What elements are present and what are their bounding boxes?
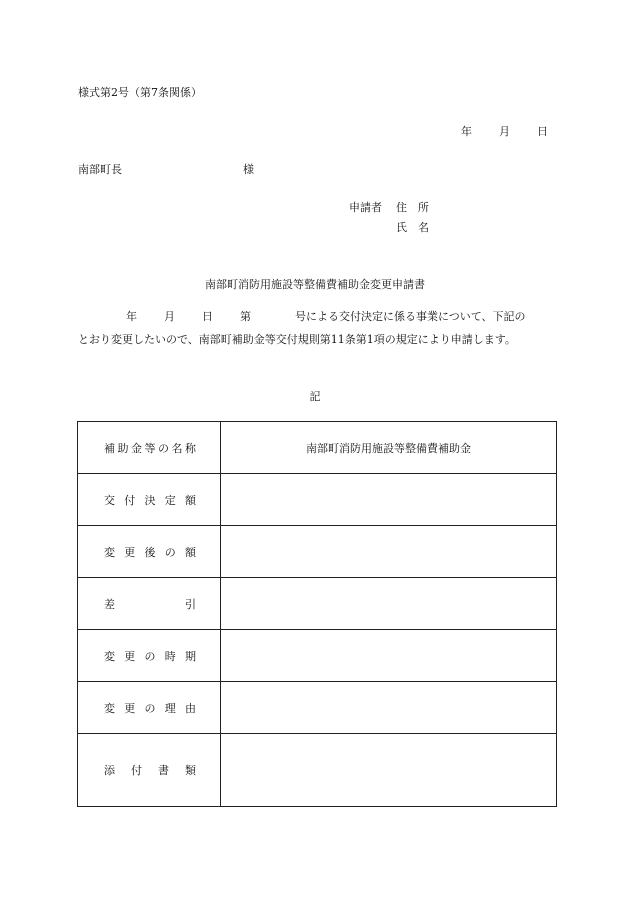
label-text <box>104 544 196 560</box>
table-row-value[interactable] <box>221 682 557 734</box>
date-day: 日 <box>537 125 548 138</box>
label-text <box>104 648 196 664</box>
applicant-address-label: 住 所 <box>396 201 429 214</box>
ki-heading: 記 <box>309 390 321 403</box>
label-char: 更 <box>124 545 136 559</box>
label-char: 定 <box>164 493 176 507</box>
table-row-value[interactable]: 南部町消防用施設等整備費補助金 <box>221 422 557 474</box>
label-text <box>104 596 196 612</box>
label-char: 名 <box>171 441 183 455</box>
label-char: 書 <box>158 764 169 777</box>
body-line-1 <box>78 308 526 324</box>
applicant-name-label: 氏 名 <box>396 221 429 234</box>
label-char: 変 <box>104 701 115 715</box>
label-char: 変 <box>104 649 115 663</box>
label-char: 額 <box>185 493 196 507</box>
table-row <box>78 734 557 807</box>
table-row-label <box>78 682 221 734</box>
label-char: 後 <box>144 545 156 559</box>
table-row <box>78 422 557 474</box>
table-row-label <box>78 734 221 807</box>
label-char: 期 <box>185 649 196 663</box>
table-row <box>78 474 557 526</box>
addressee-honorific: 様 <box>243 163 254 176</box>
table-row <box>78 526 557 578</box>
body-dai: 第 <box>240 310 251 323</box>
label-char: 決 <box>144 493 156 507</box>
table-row-label <box>78 526 221 578</box>
body-month: 月 <box>164 310 175 323</box>
label-char: の <box>164 545 176 559</box>
body-line-2: とおり変更したいので、南部町補助金等交付規則第11条第1項の規定により申請します。 <box>78 333 516 346</box>
table-row-value[interactable] <box>221 578 557 630</box>
date-year: 年 <box>461 125 472 138</box>
label-char: の <box>158 441 169 455</box>
label-text <box>104 700 196 716</box>
table-row-label <box>78 630 221 682</box>
body-year: 年 <box>126 310 137 323</box>
label-char: 引 <box>185 597 196 611</box>
table-row-value[interactable] <box>221 526 557 578</box>
label-char: 付 <box>124 493 136 507</box>
document-title: 南部町消防用施設等整備費補助金変更申請書 <box>205 278 425 291</box>
applicant-label: 申請者 <box>349 201 382 214</box>
label-char: 交 <box>104 493 115 507</box>
label-char: 類 <box>185 764 196 777</box>
label-text <box>104 440 196 456</box>
label-char: 差 <box>104 597 115 611</box>
label-text <box>104 762 196 778</box>
label-char: 助 <box>117 441 129 455</box>
table-row <box>78 630 557 682</box>
table-row-label <box>78 578 221 630</box>
label-char: 称 <box>185 441 196 455</box>
label-char: 由 <box>185 701 196 715</box>
table-row-value[interactable] <box>221 630 557 682</box>
table-row <box>78 578 557 630</box>
label-char: 額 <box>185 545 196 559</box>
table-row-label <box>78 474 221 526</box>
addressee-org: 南部町長 <box>78 163 122 176</box>
label-char: の <box>144 649 156 663</box>
label-char: 金 <box>131 441 142 455</box>
body-line-1-rest: 号による交付決定に係る事業について、下記の <box>295 310 526 323</box>
label-text <box>104 492 196 508</box>
label-char: 添 <box>104 764 115 777</box>
label-char: 理 <box>164 701 176 715</box>
table-row-label <box>78 422 221 474</box>
label-char: の <box>144 701 156 715</box>
date-month: 月 <box>499 125 510 138</box>
form-number: 様式第2号（第7条関係） <box>78 86 202 99</box>
label-char: 付 <box>131 764 142 777</box>
date-line <box>461 123 548 139</box>
table-row-value[interactable] <box>221 474 557 526</box>
table-row-value[interactable] <box>221 734 557 807</box>
label-char: 変 <box>104 545 115 559</box>
body-day: 日 <box>202 310 213 323</box>
label-char: 更 <box>124 649 136 663</box>
table-row <box>78 682 557 734</box>
label-char: 時 <box>164 649 176 663</box>
label-char: 補 <box>104 441 115 455</box>
form-table <box>77 421 557 807</box>
label-char: 等 <box>144 441 156 455</box>
label-char: 更 <box>124 701 136 715</box>
